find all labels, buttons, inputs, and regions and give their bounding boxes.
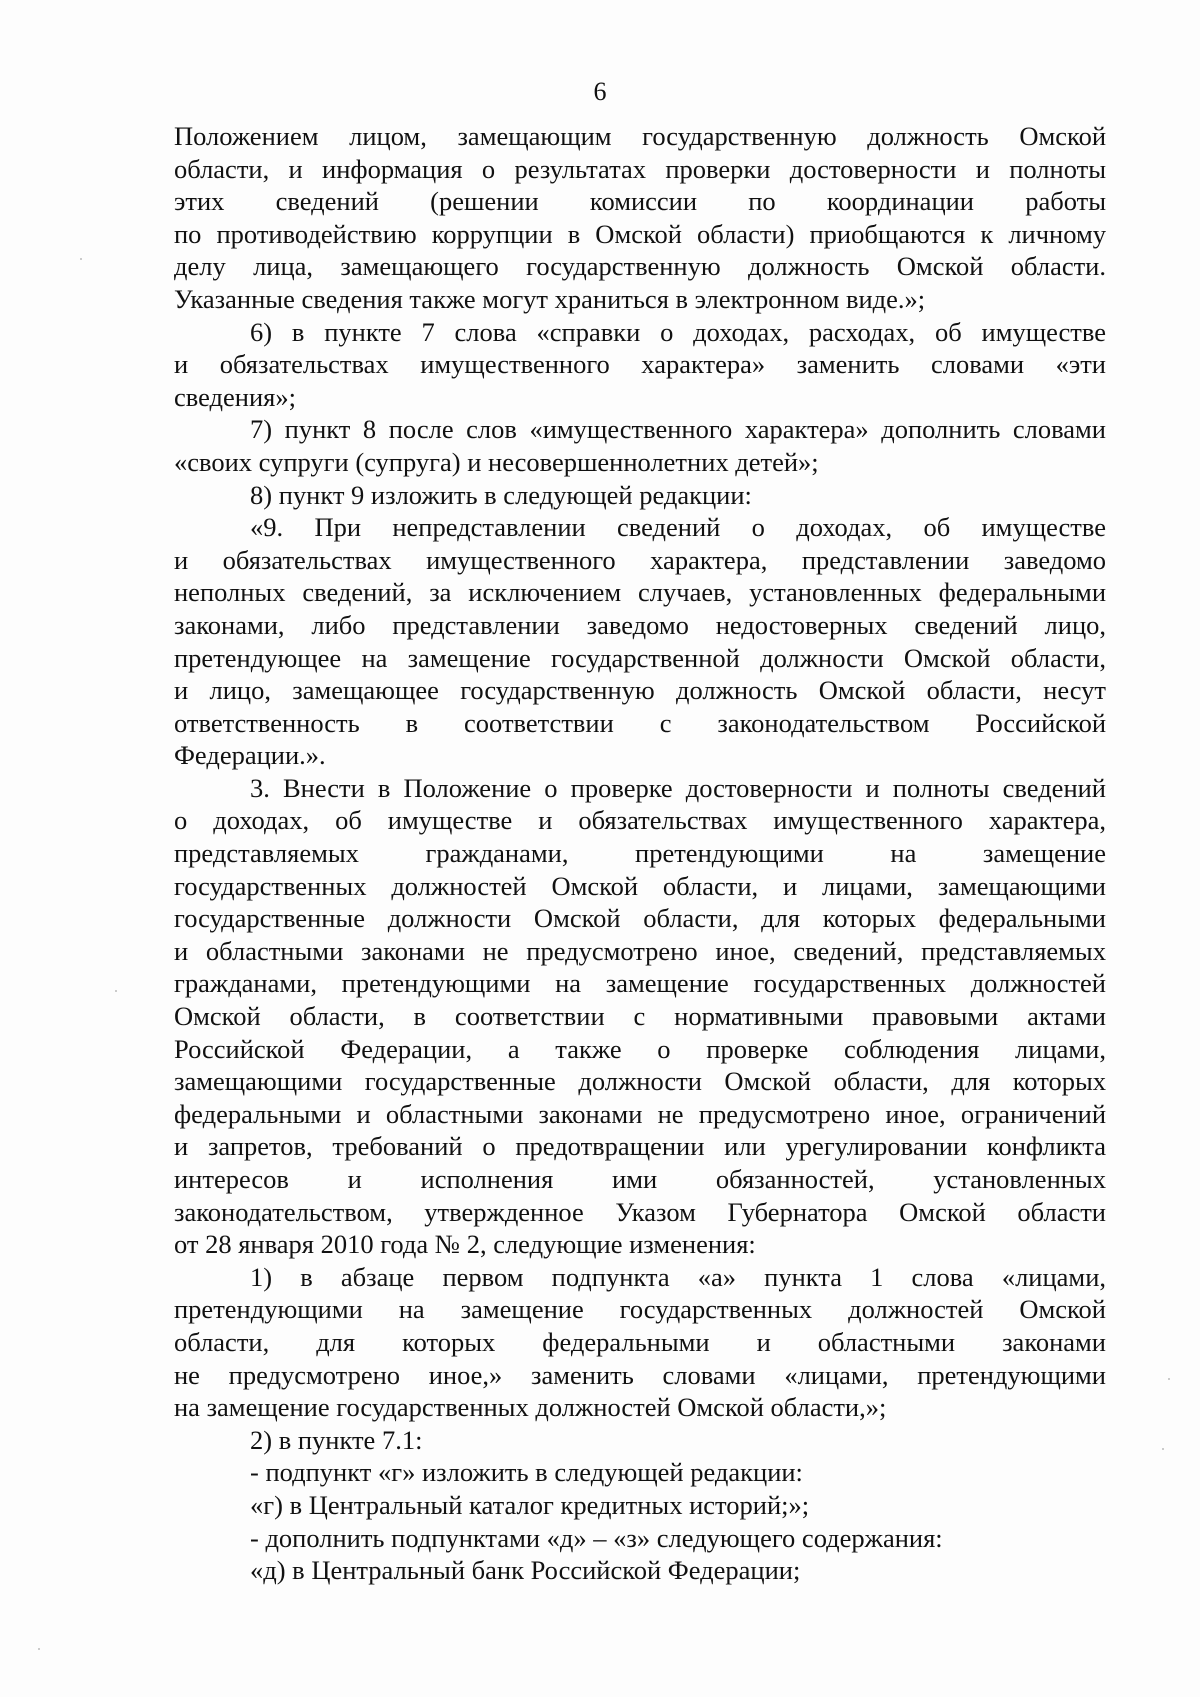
text-line: 8) пункт 9 изложить в следующей редакции: xyxy=(250,479,752,510)
text-line: и лицо, замещающее государственную должность Омской области, несут xyxy=(174,675,1106,706)
text-line: законодательством, утвержденное Указом Губернатора Омской области xyxy=(174,1196,1106,1227)
text-line: представляемых гражданами, претендующими на замещение xyxy=(174,838,1106,869)
text-line: области, и информация о результатах проверки достоверности и полноты xyxy=(174,153,1106,184)
text-line: государственных должностей Омской области, и лицами, замещающими xyxy=(174,870,1106,901)
text-line: - подпункт «г» изложить в следующей редакции: xyxy=(250,1457,803,1488)
text-line: «своих супруги (супруга) и несовершеннолетних детей»; xyxy=(174,446,819,477)
text-line: Указанные сведения также могут храниться в электронном виде.»; xyxy=(174,283,926,314)
text-line: и областными законами не предусмотрено иное, сведений, представляемых xyxy=(174,935,1106,966)
text-line: Федерации.». xyxy=(174,740,326,771)
text-line: и обязательствах имущественного характера, представлении заведомо xyxy=(174,544,1106,575)
text-line: области, для которых федеральными и областными законами xyxy=(174,1326,1106,1357)
text-line: «9. При непредставлении сведений о доходах, об имуществе xyxy=(250,512,1106,543)
document-body xyxy=(174,120,1106,1587)
text-line: и обязательствах имущественного характера» заменить словами «эти xyxy=(174,349,1106,380)
text-line: этих сведений (решении комиссии по координации работы xyxy=(174,186,1106,217)
text-line: по противодействию коррупции в Омской области) приобщаются к личному xyxy=(174,218,1106,249)
text-line: 7) пункт 8 после слов «имущественного характера» дополнить словами xyxy=(250,414,1106,445)
text-line: гражданами, претендующими на замещение государственных должностей xyxy=(174,968,1106,999)
text-line: федеральными и областными законами не предусмотрено иное, ограничений xyxy=(174,1098,1106,1129)
text-line: неполных сведений, за исключением случаев, установленных федеральными xyxy=(174,577,1106,608)
text-line: претендующее на замещение государственной должности Омской области, xyxy=(174,642,1106,673)
text-line: на замещение государственных должностей Омской области,»; xyxy=(174,1392,887,1423)
text-line: «г) в Центральный каталог кредитных историй;»; xyxy=(250,1489,810,1520)
text-line: не предусмотрено иное,» заменить словами «лицами, претендующими xyxy=(174,1359,1106,1390)
text-line: 1) в абзаце первом подпункта «а» пункта 1 слова «лицами, xyxy=(250,1261,1106,1292)
text-line: о доходах, об имуществе и обязательствах имущественного характера, xyxy=(174,805,1106,836)
text-line: интересов и исполнения ими обязанностей, установленных xyxy=(174,1164,1106,1194)
text-line: претендующими на замещение государственных должностей Омской xyxy=(174,1294,1106,1325)
text-line: Российской Федерации, а также о проверке соблюдения лицами, xyxy=(174,1033,1106,1064)
text-line: Положением лицом, замещающим государственную должность Омской xyxy=(174,121,1106,151)
scan-speck xyxy=(1168,1378,1170,1380)
text-line: от 28 января 2010 года № 2, следующие изменения: xyxy=(174,1229,756,1260)
scan-speck xyxy=(38,1648,40,1650)
scan-speck xyxy=(1162,1448,1164,1450)
text-line: государственные должности Омской области, для которых федеральными xyxy=(174,903,1106,934)
page-number: 6 xyxy=(593,77,607,106)
text-line: 3. Внести в Положение о проверке достоверности и полноты сведений xyxy=(250,772,1106,803)
text-line: и запретов, требований о предотвращении или урегулировании конфликта xyxy=(174,1131,1106,1162)
text-line: «д) в Центральный банк Российской Федерации; xyxy=(250,1555,801,1586)
text-line: замещающими государственные должности Омской области, для которых xyxy=(174,1066,1106,1097)
text-line: ответственность в соответствии с законодательством Российской xyxy=(174,707,1106,738)
text-line: Омской области, в соответствии с нормативными правовыми актами xyxy=(174,1001,1106,1032)
scan-speck xyxy=(115,990,117,992)
text-line: - дополнить подпунктами «д» – «з» следующего содержания: xyxy=(250,1522,943,1553)
text-line: сведения»; xyxy=(174,381,296,412)
text-line: 2) в пункте 7.1: xyxy=(250,1424,423,1455)
text-line: делу лица, замещающего государственную должность Омской области. xyxy=(174,251,1106,282)
scan-speck xyxy=(80,258,82,260)
text-line: законами, либо представлении заведомо недостоверных сведений лицо, xyxy=(174,609,1106,640)
text-line: 6) в пункте 7 слова «справки о доходах, расходах, об имуществе xyxy=(250,316,1106,347)
